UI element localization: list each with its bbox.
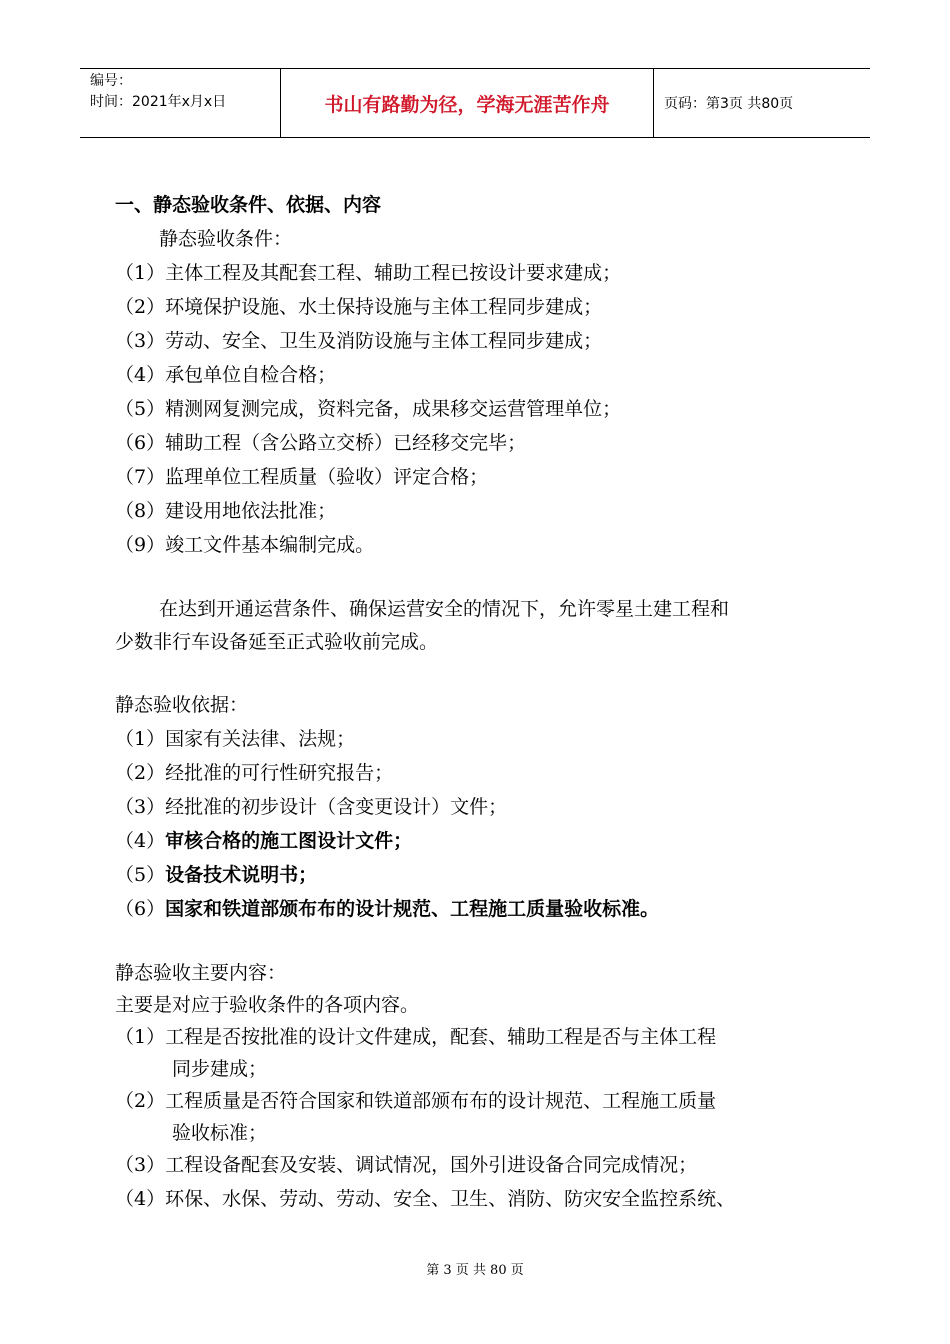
condition-item: （2）环境保护设施、水土保持设施与主体工程同步建成； — [115, 296, 603, 318]
header-motto: 书山有路勤为径，学海无涯苦作舟 — [280, 69, 654, 137]
basis-title: 静态验收依据： — [115, 694, 249, 716]
basis-item: （6）国家和铁道部颁布布的设计规范、工程施工质量验收标准。 — [115, 898, 660, 920]
header-page-code: 页码：第3页 共80页 — [664, 96, 794, 112]
number-label: 编号： — [90, 73, 132, 89]
condition-item: （3）劳动、安全、卫生及消防设施与主体工程同步建成； — [115, 330, 603, 352]
condition-item: （6）辅助工程（含公路立交桥）已经移交完毕； — [115, 432, 527, 454]
paragraph-line: 在达到开通运营条件、确保运营安全的情况下，允许零星土建工程和 — [159, 598, 730, 620]
conditions-title: 静态验收条件： — [159, 228, 293, 250]
section-heading: 一、静态验收条件、依据、内容 — [115, 194, 382, 216]
content-item: （2）工程质量是否符合国家和铁道部颁布布的设计规范、工程施工质量 — [115, 1090, 717, 1112]
basis-item: （3）经批准的初步设计（含变更设计）文件； — [115, 796, 508, 818]
page-footer: 第 3 页 共 80 页 — [426, 1263, 524, 1278]
condition-item: （8）建设用地依法批准； — [115, 500, 337, 522]
content-item-cont: 同步建成； — [172, 1058, 268, 1080]
header-table — [80, 68, 870, 138]
basis-item: （1）国家有关法律、法规； — [115, 728, 356, 750]
basis-item: （4）审核合格的施工图设计文件； — [115, 830, 413, 852]
condition-item: （4）承包单位自检合格； — [115, 364, 337, 386]
condition-item: （5）精测网复测完成，资料完备，成果移交运营管理单位； — [115, 398, 622, 420]
condition-item: （9）竣工文件基本编制完成。 — [115, 534, 375, 556]
content-item: （3）工程设备配套及安装、调试情况，国外引进设备合同完成情况； — [115, 1154, 698, 1176]
content-intro: 主要是对应于验收条件的各项内容。 — [115, 994, 420, 1016]
content-title: 静态验收主要内容： — [115, 962, 287, 984]
basis-item: （5）设备技术说明书； — [115, 864, 318, 886]
content-item: （1）工程是否按批准的设计文件建成，配套、辅助工程是否与主体工程 — [115, 1026, 717, 1048]
content-item-cont: 验收标准； — [172, 1122, 268, 1144]
basis-item: （2）经批准的可行性研究报告； — [115, 762, 394, 784]
header-meta — [80, 69, 280, 137]
content-item: （4）环保、水保、劳动、劳动、安全、卫生、消防、防灾安全监控系统、 — [115, 1188, 736, 1210]
paragraph-line: 少数非行车设备延至正式验收前完成。 — [115, 631, 439, 653]
condition-item: （1）主体工程及其配套工程、辅助工程已按设计要求建成； — [115, 262, 622, 284]
condition-item: （7）监理单位工程质量（验收）评定合格； — [115, 466, 489, 488]
time-label: 时间：2021年x月x日 — [90, 94, 227, 110]
